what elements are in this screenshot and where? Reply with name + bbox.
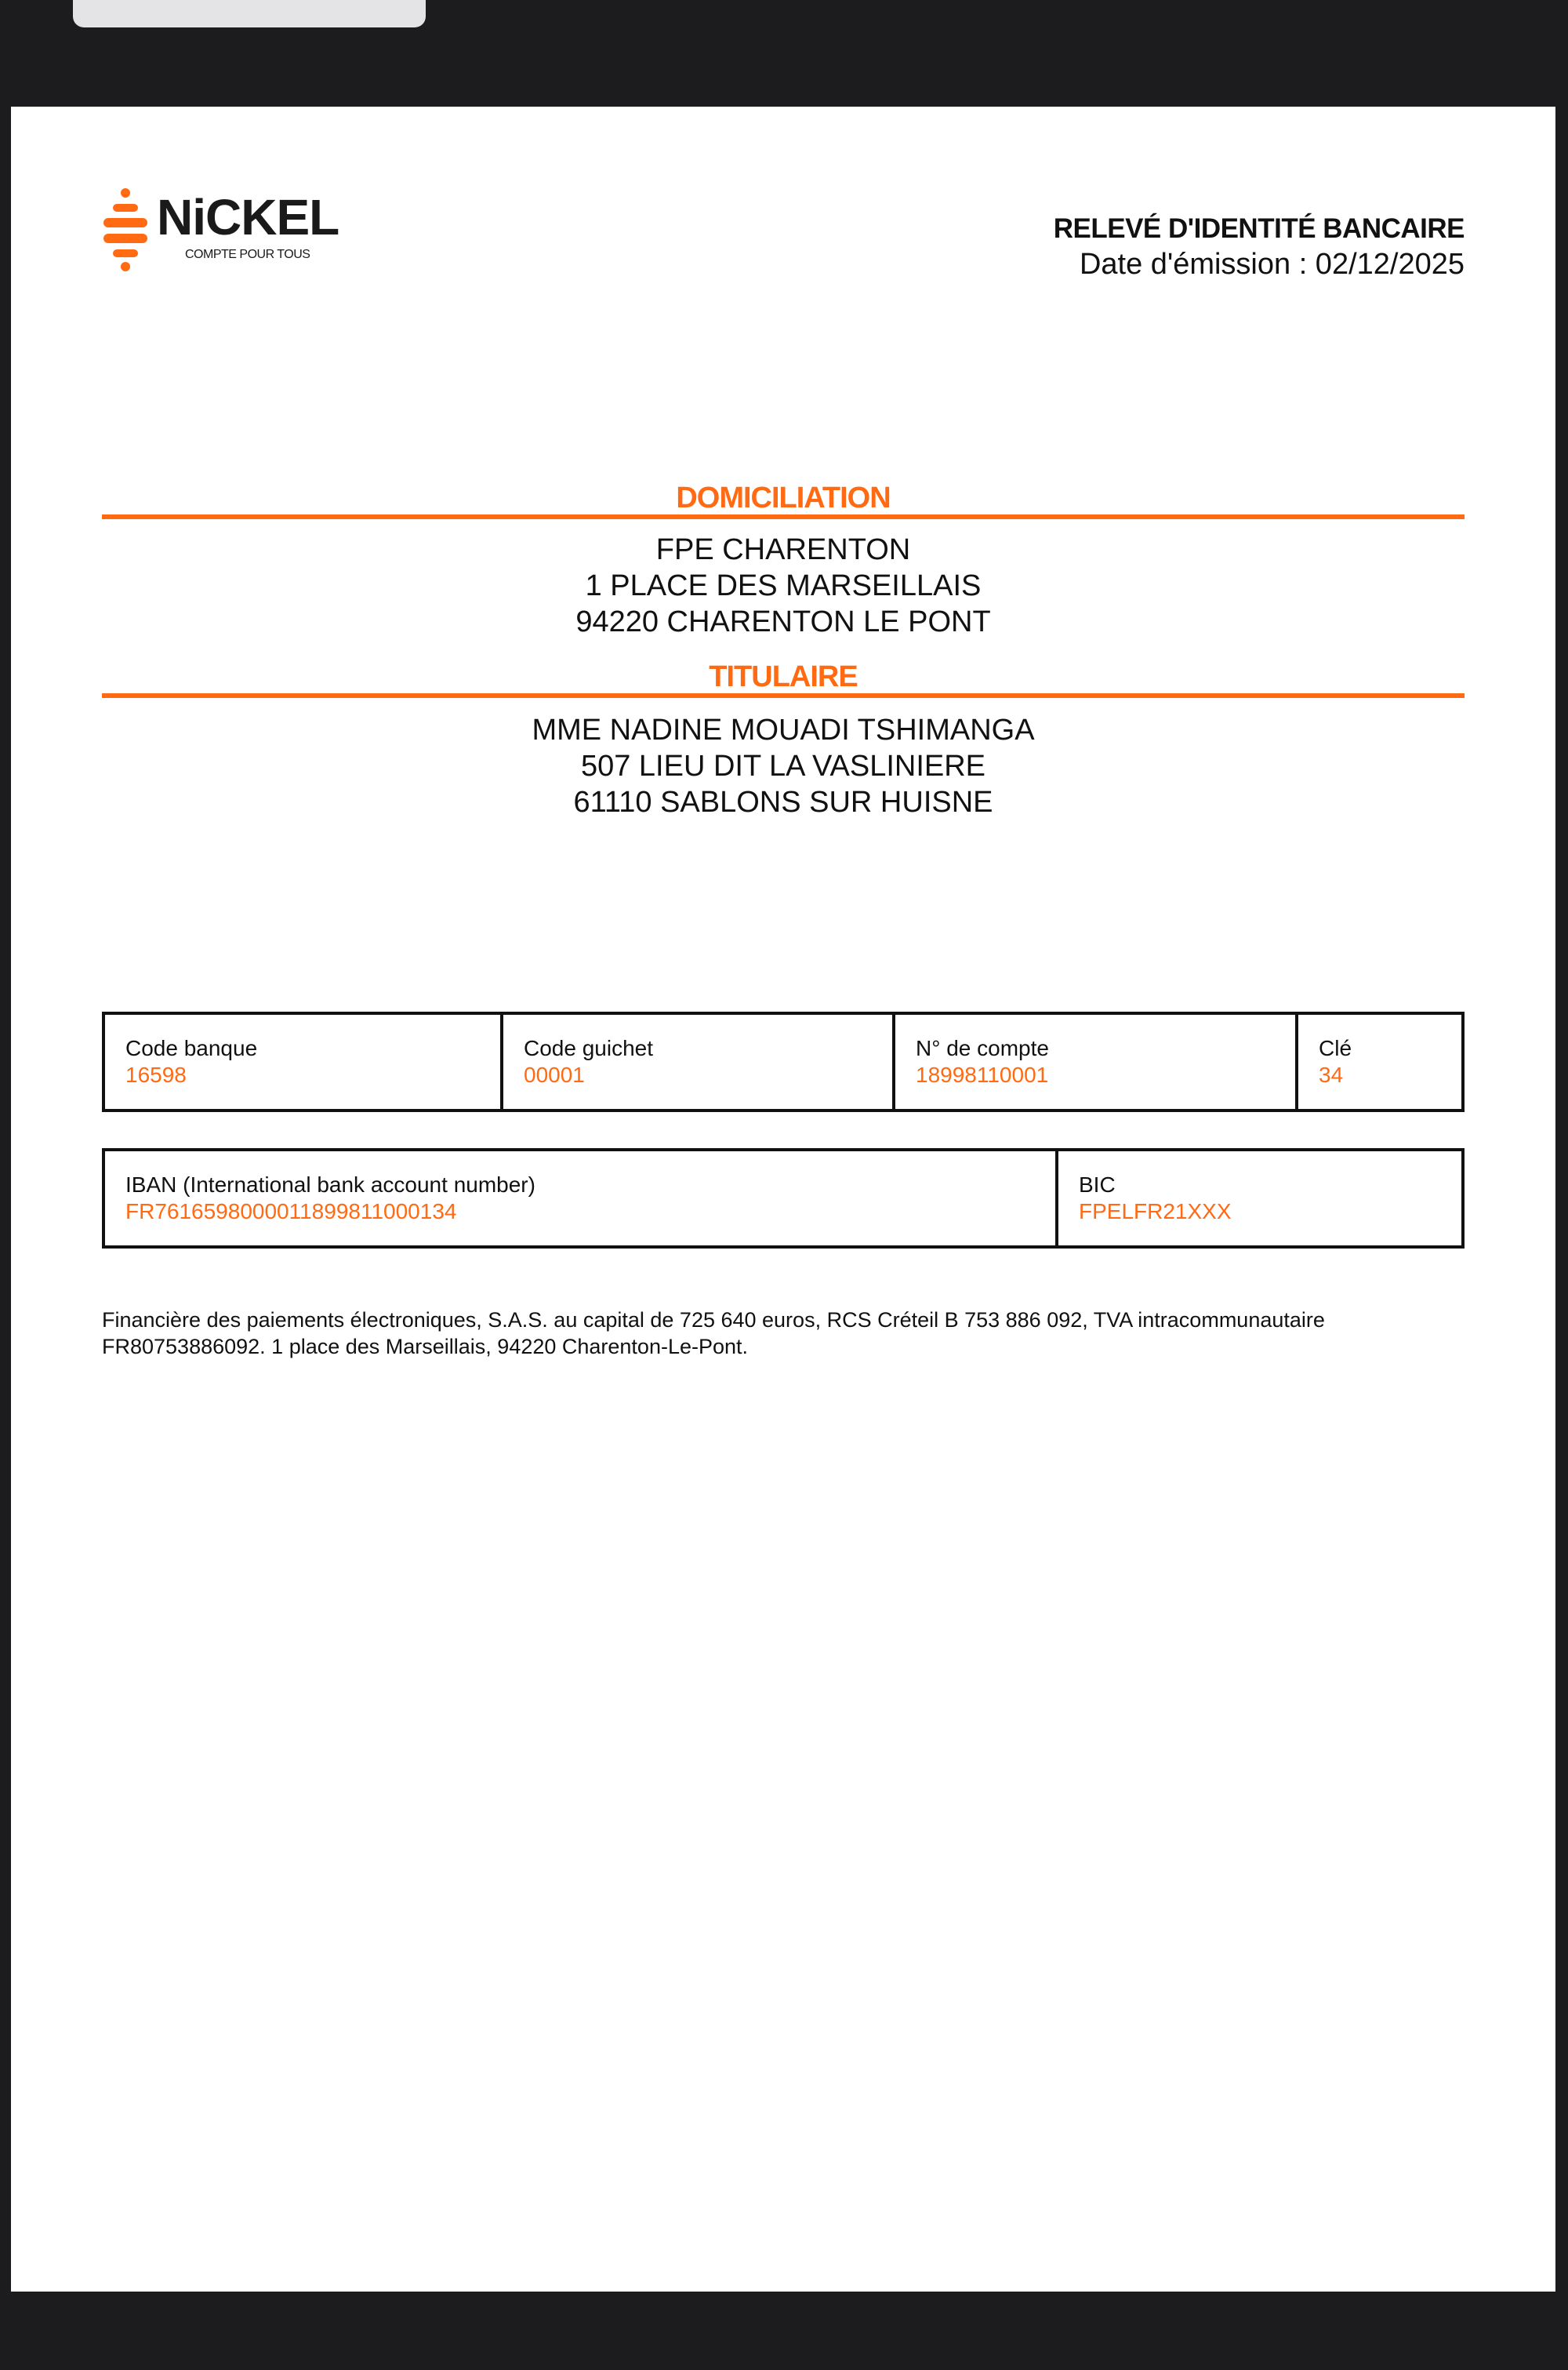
code-guichet-cell [503, 1015, 895, 1109]
bic-label: BIC [1079, 1172, 1116, 1197]
cle-cell [1298, 1015, 1461, 1109]
titulaire-address [102, 712, 1465, 820]
domiciliation-line: 94220 CHARENTON LE PONT [575, 605, 991, 638]
nickel-logo-icon [102, 187, 149, 273]
iban-table [102, 1148, 1465, 1249]
domiciliation-address [102, 532, 1465, 640]
code-guichet-label: Code guichet [524, 1036, 654, 1060]
titulaire-line: 61110 SABLONS SUR HUISNE [573, 786, 993, 819]
domiciliation-heading: DOMICILIATION [676, 482, 891, 514]
code-banque-label: Code banque [125, 1036, 258, 1060]
top-bar [0, 0, 1568, 107]
document-page [11, 107, 1555, 2292]
domiciliation-rule [102, 514, 1465, 519]
bic-cell [1058, 1151, 1461, 1245]
brand-tagline: COMPTE POUR TOUS [185, 248, 310, 261]
numero-compte-cell [895, 1015, 1298, 1109]
numero-compte-label: N° de compte [916, 1036, 1049, 1060]
titulaire-heading: TITULAIRE [709, 660, 858, 693]
iban-label: IBAN (International bank account number) [125, 1172, 535, 1197]
top-bar-handle[interactable] [73, 0, 426, 27]
iban-value: FR7616598000011899811000134 [125, 1199, 457, 1223]
iban-cell [105, 1151, 1058, 1245]
document-title: RELEVÉ D'IDENTITÉ BANCAIRE [1053, 213, 1465, 244]
brand-name: NiCKEL [157, 189, 339, 245]
cle-label: Clé [1319, 1036, 1352, 1060]
legal-notice: Financière des paiements électroniques, S.A.S. au capital de 725 640 euros, RCS Créteil B 753 886 092, TVA intracommunautaire FR80753886092. 1 place des Marseillais, 94220 Charenton-Le-Pont. [102, 1308, 1325, 1358]
rib-table [102, 1012, 1465, 1112]
titulaire-rule [102, 693, 1465, 698]
cle-value: 34 [1319, 1063, 1344, 1087]
code-banque-value: 16598 [125, 1063, 187, 1087]
code-guichet-value: 00001 [524, 1063, 585, 1087]
code-banque-cell [105, 1015, 503, 1109]
domiciliation-line: 1 PLACE DES MARSEILLAIS [585, 569, 982, 602]
numero-compte-value: 18998110001 [916, 1063, 1049, 1087]
titulaire-line: MME NADINE MOUADI TSHIMANGA [532, 714, 1035, 747]
titulaire-line: 507 LIEU DIT LA VASLINIERE [580, 750, 986, 783]
nickel-logo [102, 187, 361, 273]
domiciliation-line: FPE CHARENTON [655, 533, 911, 566]
bottom-bar [0, 2292, 1568, 2370]
bic-value: FPELFR21XXX [1079, 1199, 1232, 1223]
issue-date: Date d'émission : 02/12/2025 [1079, 248, 1465, 281]
